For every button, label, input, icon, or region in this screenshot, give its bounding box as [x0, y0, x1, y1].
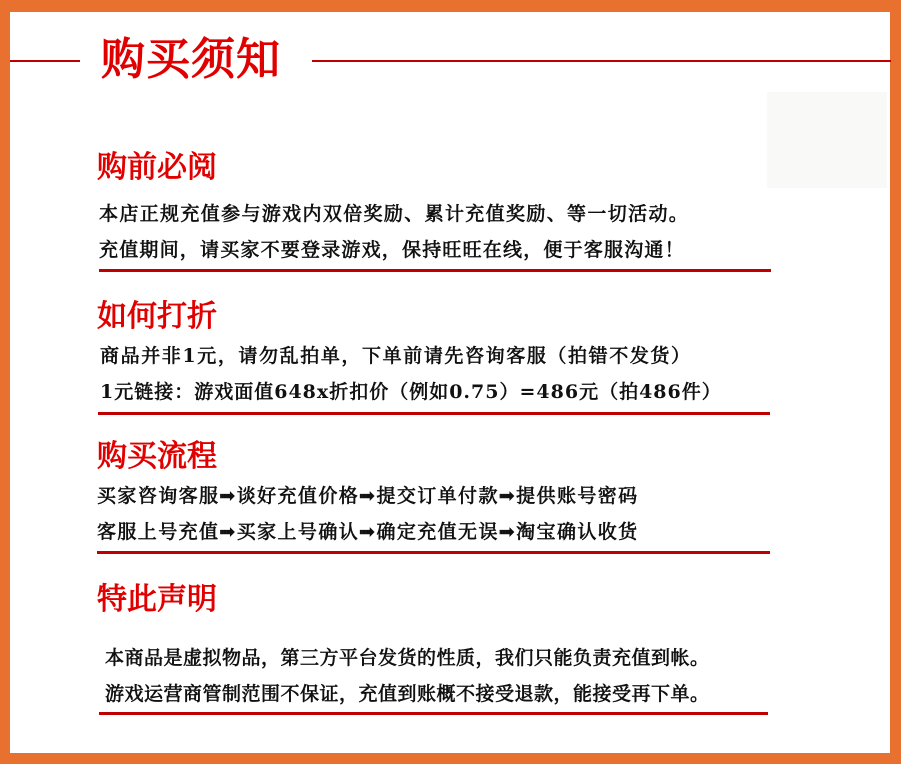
section-underline [99, 712, 768, 715]
section-underline [99, 269, 771, 272]
section-underline [98, 412, 770, 415]
section-text-line: 本店正规充值参与游戏内双倍奖励、累计充值奖励、等一切活动。 [99, 203, 690, 225]
section-text-line: 1元链接：游戏面值648x折扣价（例如0.75）=486元（拍486件） [100, 381, 722, 403]
section-title-discount: 如何打折 [97, 299, 217, 334]
section-text-line: 商品并非1元，请勿乱拍单，下单前请先咨询客服（拍错不发货） [100, 345, 692, 367]
section-text-line: 买家咨询客服➟谈好充值价格➟提交订单付款➟提供账号密码 [97, 485, 639, 507]
section-title-before-purchase: 购前必阅 [97, 150, 217, 185]
section-underline [97, 551, 770, 554]
section-title-statement: 特此声明 [97, 582, 217, 617]
section-text-line: 本商品是虚拟物品，第三方平台发货的性质，我们只能负责充值到帐。 [105, 647, 710, 669]
page-title: 购买须知 [101, 34, 281, 85]
section-title-purchase-process: 购买流程 [97, 439, 217, 474]
section-text-line: 客服上号充值➟买家上号确认➟确定充值无误➟淘宝确认收货 [97, 521, 639, 543]
header-rule-left [10, 60, 80, 62]
section-text-line: 充值期间，请买家不要登录游戏，保持旺旺在线，便于客服沟通！ [99, 239, 685, 261]
watermark-area [767, 92, 887, 188]
section-text-line: 游戏运营商管制范围不保证，充值到账概不接受退款，能接受再下单。 [105, 683, 710, 705]
header-rule-right [312, 60, 891, 62]
